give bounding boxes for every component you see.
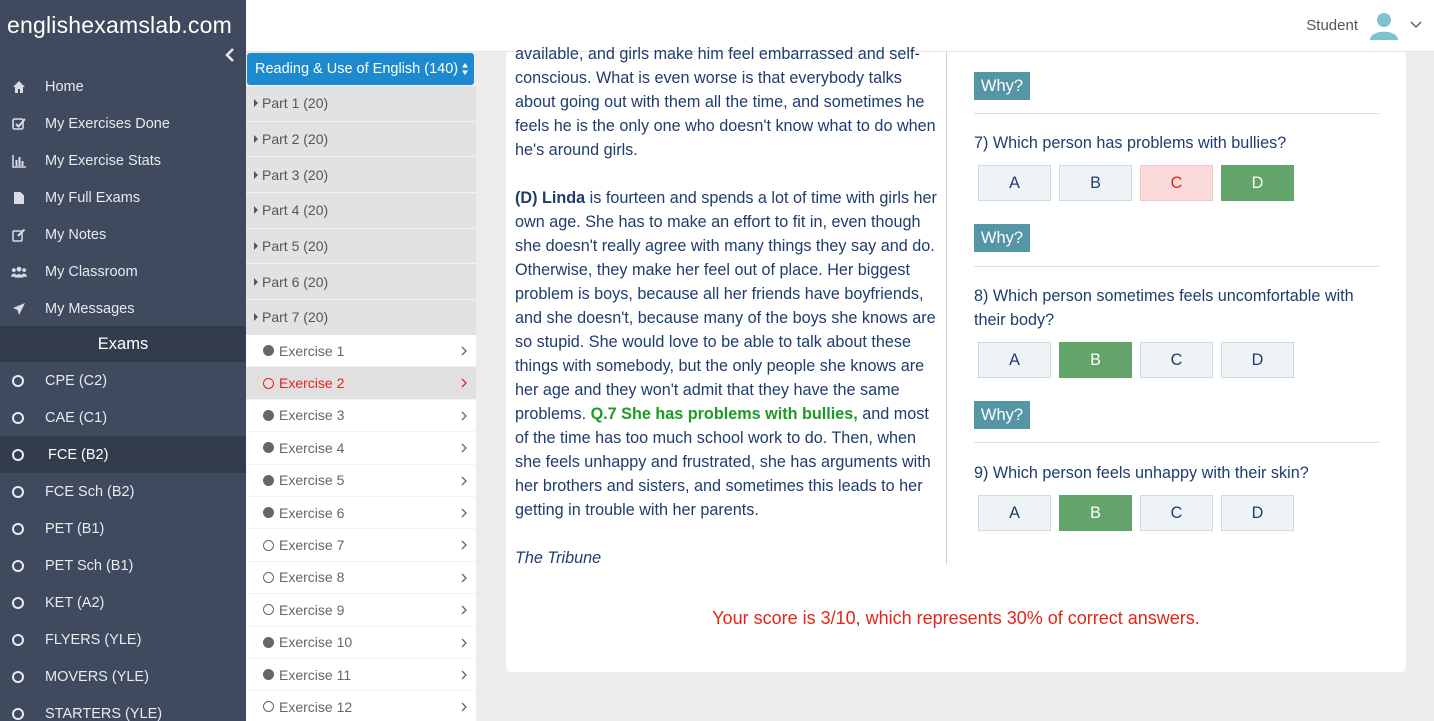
exercise-label: Exercise 9 [279, 601, 345, 618]
caret-right-icon [254, 135, 258, 143]
option-c[interactable]: C [1140, 342, 1213, 378]
part-label: Part 7 (20) [262, 309, 329, 326]
exam-flyers[interactable] [0, 621, 246, 658]
chevron-right-icon [461, 540, 467, 550]
exam-label: FCE Sch (B2) [45, 483, 135, 500]
circle-icon [12, 597, 24, 609]
exam-pet[interactable] [0, 510, 246, 547]
chevron-right-icon [461, 670, 467, 680]
part-item[interactable] [246, 156, 476, 192]
exam-label: KET (A2) [45, 594, 105, 611]
nav-label: My Exercise Stats [45, 152, 162, 169]
exams-header: Exams [0, 326, 246, 362]
parts-panel [246, 52, 476, 721]
option-b[interactable]: B [1059, 165, 1132, 201]
chevron-right-icon [461, 605, 467, 615]
exercise-item[interactable] [246, 529, 476, 561]
nav-my-messages[interactable] [0, 290, 246, 327]
answer-options [978, 165, 1302, 201]
exercise-item[interactable] [246, 335, 476, 367]
part-label: Part 6 (20) [262, 273, 329, 290]
option-a[interactable]: A [978, 342, 1051, 378]
exercise-label: Exercise 5 [279, 472, 345, 489]
checkbox-icon [11, 116, 27, 132]
nav-my-exercises-done[interactable] [0, 105, 246, 142]
score-message: Your score is 3/10, which represents 30% of correct answers. [712, 608, 1200, 628]
part-item[interactable] [246, 85, 476, 121]
chevron-right-icon [461, 638, 467, 648]
answer-options [978, 342, 1302, 378]
exam-label: FCE (B2) [48, 446, 109, 463]
filled-circle-icon [263, 637, 274, 648]
option-a[interactable]: A [978, 495, 1051, 531]
exercise-item[interactable] [246, 432, 476, 464]
exercise-item[interactable] [246, 627, 476, 659]
exam-cae[interactable] [0, 399, 246, 436]
section-select[interactable] [247, 53, 474, 85]
filled-circle-icon [263, 507, 274, 518]
caret-right-icon [254, 242, 258, 250]
exercise-label: Exercise 10 [279, 634, 353, 651]
chevron-right-icon [461, 702, 467, 712]
chevron-right-icon [461, 573, 467, 583]
exam-label: CAE (C1) [45, 409, 108, 426]
filled-circle-icon [263, 475, 274, 486]
send-icon [11, 301, 27, 317]
part-item[interactable] [246, 192, 476, 228]
exam-fce-sch[interactable] [0, 473, 246, 510]
nav-label: Home [45, 78, 84, 95]
chevron-right-icon [461, 508, 467, 518]
part-label: Part 2 (20) [262, 131, 329, 148]
nav-label: My Notes [45, 226, 107, 243]
answer-highlight: Q.7 She has problems with bullies, [590, 405, 858, 423]
reading-text-fragment: and most of the time has too much school work to do. Then, when she feels unhappy and frustrated, she has arguments with her brothers and sisters, and sometimes this leads to her getting in trouble with her parents. [515, 405, 931, 519]
exercise-item[interactable] [246, 594, 476, 626]
select-arrows-icon [461, 62, 469, 76]
main-nav [0, 68, 246, 327]
chevron-right-icon [461, 411, 467, 421]
filled-circle-icon [263, 345, 274, 356]
exam-label: CPE (C2) [45, 372, 108, 389]
nav-my-classroom[interactable] [0, 253, 246, 290]
chevron-down-icon[interactable] [1410, 20, 1422, 30]
exam-label: PET Sch (B1) [45, 557, 134, 574]
part-item[interactable] [246, 299, 476, 335]
exercise-item[interactable] [246, 659, 476, 691]
exercise-item[interactable] [246, 497, 476, 529]
why-button[interactable]: Why? [974, 401, 1030, 429]
exercise-label: Exercise 3 [279, 407, 345, 424]
caret-right-icon [254, 313, 258, 321]
part-item[interactable] [246, 228, 476, 264]
reading-text-fragment: is fourteen and spends a lot of time with girls her own age. She has to make an effort to fit in, even though she doesn't really agree with many things they say and do. Otherwise, they make her feel out of place. Her biggest problem is boys, because all her friends have boyfriends, and she doesn't, because many of the boys she knows are so stupid. She would love to be able to talk about these things with somebody, but the only people she knows are her age and they won't admit that they have the same problems. [515, 189, 937, 423]
exercise-label: Exercise 7 [279, 537, 345, 554]
option-d[interactable]: D [1221, 495, 1294, 531]
caret-right-icon [254, 278, 258, 286]
nav-label: My Messages [45, 300, 135, 317]
question-text: 9) Which person feels unhappy with their skin? [974, 464, 1309, 482]
home-icon [11, 79, 27, 95]
empty-circle-icon [263, 572, 274, 583]
exercise-label: Exercise 12 [279, 698, 353, 715]
user-name[interactable]: Student [1306, 17, 1358, 34]
option-c[interactable]: C [1140, 495, 1213, 531]
part-label: Part 4 (20) [262, 202, 329, 219]
part-list [246, 85, 476, 335]
question-text: 7) Which person has problems with bullies? [974, 134, 1287, 152]
brand-logo[interactable]: englishexamslab.com [7, 12, 232, 38]
reading-paragraph: available, and girls make him feel embarrassed and self-conscious. What is even worse is that everybody talks about going out with them all the time, and sometimes he feels he is the only one who doesn't know what to do when he's around girls. [515, 45, 936, 159]
exam-pet-sch[interactable] [0, 547, 246, 584]
question-divider [974, 266, 1379, 267]
why-button[interactable]: Why? [974, 72, 1030, 100]
exam-movers[interactable] [0, 658, 246, 695]
section-select-value: Reading & Use of English (140) [255, 61, 459, 77]
option-b[interactable]: B [1059, 495, 1132, 531]
chevron-right-icon [461, 378, 467, 388]
circle-icon [12, 708, 24, 720]
collapse-sidebar-icon[interactable] [224, 48, 236, 62]
nav-home[interactable] [0, 68, 246, 105]
circle-icon [12, 671, 24, 683]
exercise-label: Exercise 6 [279, 504, 345, 521]
circle-icon [12, 523, 24, 535]
chevron-right-icon [461, 346, 467, 356]
exercise-content [506, 45, 1406, 672]
part-item[interactable] [246, 121, 476, 157]
part-label: Part 5 (20) [262, 238, 329, 255]
column-divider [946, 52, 947, 564]
nav-my-notes[interactable] [0, 216, 246, 253]
exams-nav [0, 362, 246, 721]
option-a[interactable]: A [978, 165, 1051, 201]
caret-right-icon [254, 206, 258, 214]
caret-right-icon [254, 171, 258, 179]
circle-icon [12, 449, 24, 461]
question-text: 8) Which person sometimes feels uncomfortable with their body? [974, 287, 1354, 329]
circle-icon [12, 560, 24, 572]
filled-circle-icon [263, 410, 274, 421]
chevron-right-icon [461, 476, 467, 486]
filled-circle-icon [263, 442, 274, 453]
exercise-item[interactable] [246, 562, 476, 594]
exercise-label: Exercise 1 [279, 342, 345, 359]
question-divider [974, 113, 1379, 114]
answer-options [978, 495, 1302, 531]
caret-right-icon [254, 99, 258, 107]
person-name: (D) Linda [515, 189, 586, 207]
reading-text [515, 42, 943, 594]
option-c[interactable]: C [1140, 165, 1213, 201]
empty-circle-icon [263, 604, 274, 615]
exam-starters[interactable] [0, 695, 246, 721]
bar-chart-icon [11, 153, 27, 169]
circle-icon [12, 375, 24, 387]
nav-label: My Full Exams [45, 189, 141, 206]
part-label: Part 1 (20) [262, 95, 329, 112]
exercise-label: Exercise 2 [279, 375, 345, 392]
edit-icon [11, 227, 27, 243]
circle-icon [12, 486, 24, 498]
exam-ket[interactable] [0, 584, 246, 621]
question-divider [974, 442, 1379, 443]
exercise-label: Exercise 4 [279, 439, 345, 456]
part-label: Part 3 (20) [262, 166, 329, 183]
nav-label: My Exercises Done [45, 115, 170, 132]
filled-circle-icon [263, 669, 274, 680]
chevron-right-icon [461, 443, 467, 453]
empty-circle-icon [263, 378, 274, 389]
nav-my-exercise-stats[interactable] [0, 142, 246, 179]
circle-icon [12, 412, 24, 424]
sidebar [0, 0, 246, 721]
exercise-item[interactable] [246, 400, 476, 432]
exercise-label: Exercise 8 [279, 569, 345, 586]
exam-cpe[interactable] [0, 362, 246, 399]
nav-label: My Classroom [45, 263, 138, 280]
exercise-label: Exercise 11 [279, 666, 352, 683]
exercise-item[interactable] [246, 465, 476, 497]
exercise-list [246, 335, 476, 721]
users-icon [11, 264, 27, 280]
option-d[interactable]: D [1221, 165, 1294, 201]
option-b[interactable]: B [1059, 342, 1132, 378]
reading-paragraph [515, 186, 943, 522]
exam-label: MOVERS (YLE) [45, 668, 149, 685]
exam-label: FLYERS (YLE) [45, 631, 142, 648]
nav-my-full-exams[interactable] [0, 179, 246, 216]
reading-source: The Tribune [515, 549, 602, 567]
exercise-item[interactable] [246, 691, 476, 721]
exam-fce[interactable] [0, 436, 246, 473]
avatar-icon[interactable] [1368, 9, 1400, 41]
document-icon [11, 190, 27, 206]
option-d[interactable]: D [1221, 342, 1294, 378]
empty-circle-icon [263, 701, 274, 712]
part-item[interactable] [246, 263, 476, 299]
exam-label: PET (B1) [45, 520, 105, 537]
exercise-item[interactable] [246, 367, 476, 399]
why-button[interactable]: Why? [974, 224, 1030, 252]
exam-label: STARTERS (YLE) [45, 705, 163, 721]
circle-icon [12, 634, 24, 646]
empty-circle-icon [263, 540, 274, 551]
